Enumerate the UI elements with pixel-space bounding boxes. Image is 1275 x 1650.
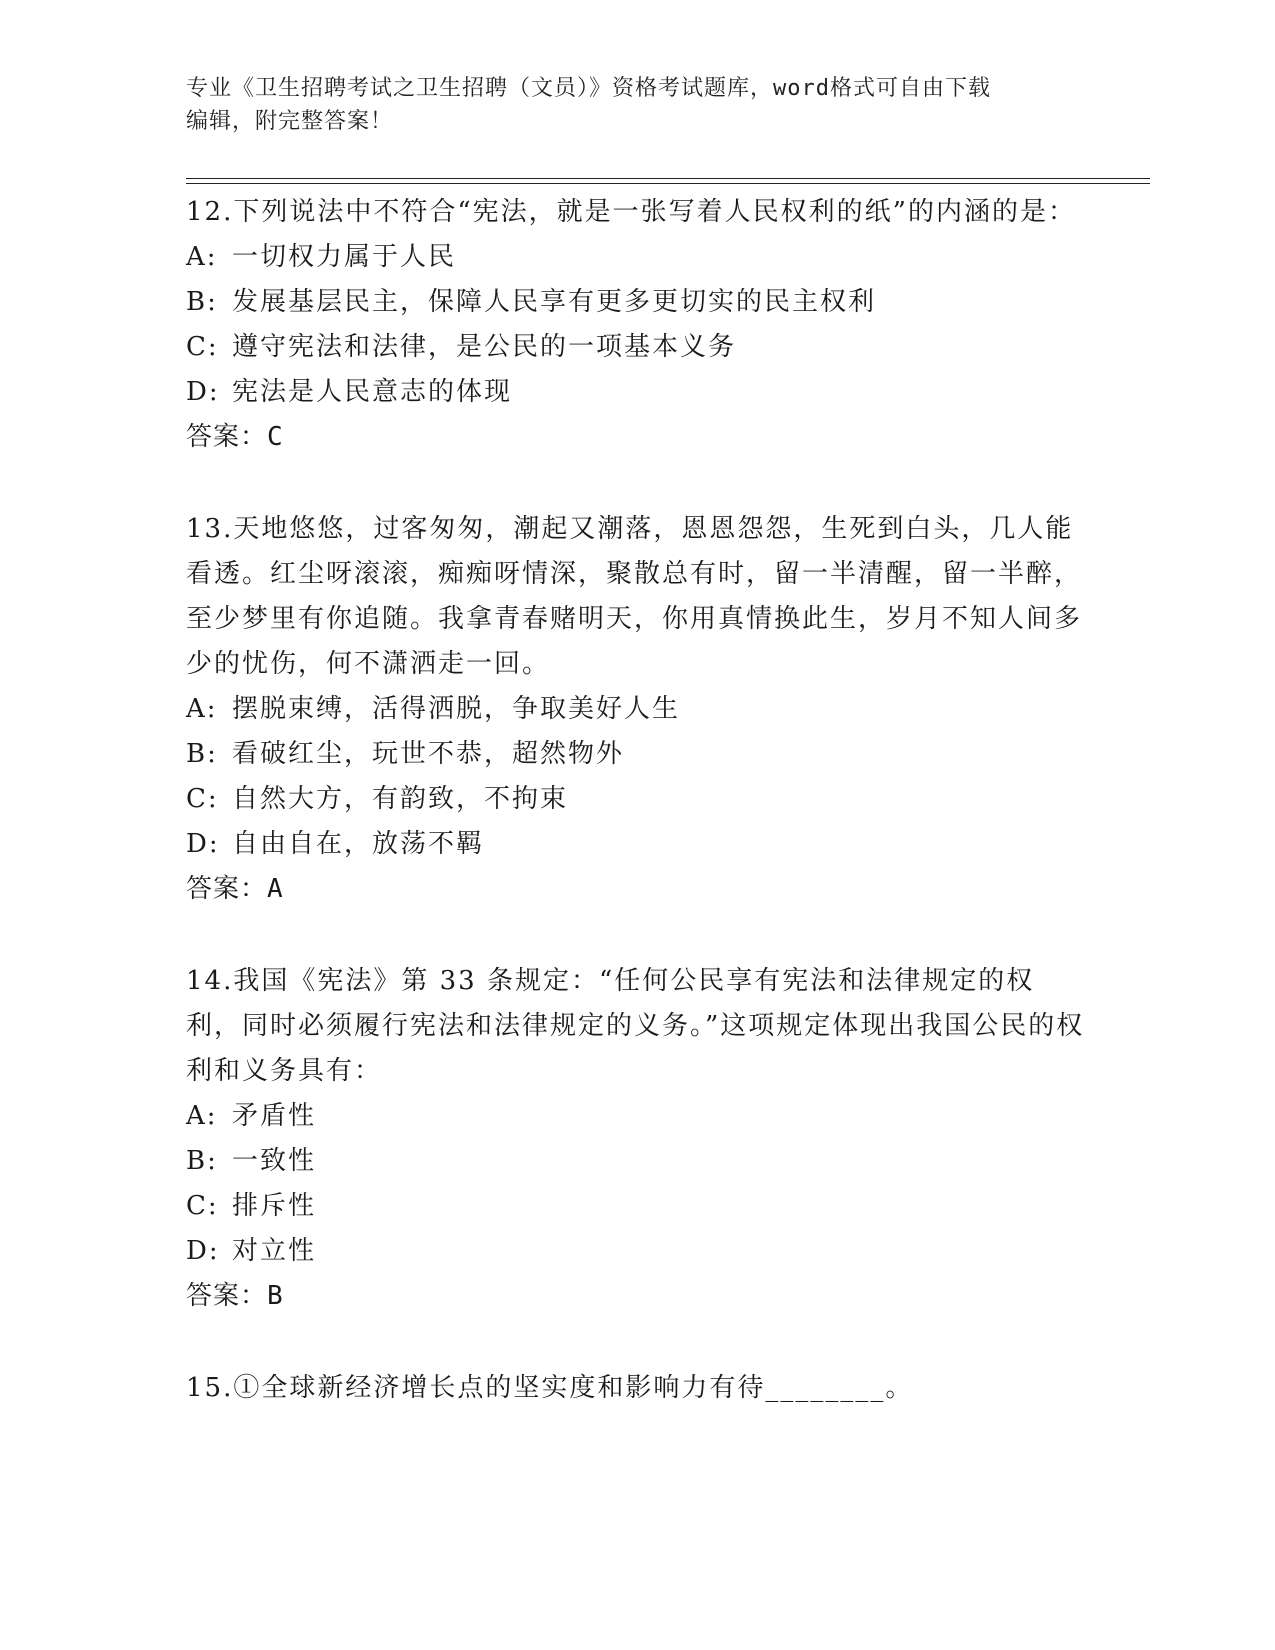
- answer-value: C: [267, 422, 284, 452]
- option-text: 宪法是人民意志的体现: [232, 377, 513, 407]
- question-number: 15.: [186, 1373, 234, 1403]
- option-key: C:: [186, 1191, 219, 1221]
- option-key: C:: [186, 332, 219, 362]
- answer-line: [186, 867, 1086, 912]
- option-text: 看破红尘，玩世不恭，超然物外: [232, 739, 625, 769]
- option-a: [186, 1094, 1086, 1139]
- answer-value: A: [267, 874, 284, 904]
- option-text: 排斥性: [232, 1191, 317, 1221]
- option-d: [186, 822, 1086, 867]
- option-key: C:: [186, 784, 219, 814]
- option-key: B:: [186, 1146, 218, 1176]
- option-b: [186, 732, 1086, 777]
- question-stem: [186, 507, 1086, 687]
- question-12: [186, 190, 1086, 460]
- option-text: 对立性: [232, 1236, 317, 1266]
- option-text: 一切权力属于人民: [232, 242, 457, 272]
- header-line-1: 专业《卫生招聘考试之卫生招聘（文员）》资格考试题库，word格式可自由下载: [186, 76, 991, 101]
- option-key: D:: [186, 829, 220, 859]
- option-d: [186, 1229, 1086, 1274]
- question-number: 14.: [186, 966, 234, 996]
- option-key: B:: [186, 739, 218, 769]
- option-b: [186, 280, 1086, 325]
- question-stem: [186, 959, 1086, 1094]
- question-text: ①全球新经济增长点的坚实度和影响力有待________。: [233, 1373, 914, 1403]
- document-header: [186, 72, 1066, 138]
- option-key: D:: [186, 377, 220, 407]
- option-d: [186, 370, 1086, 415]
- question-list: [186, 190, 1086, 1458]
- option-a: [186, 687, 1086, 732]
- header-line-2: 编辑，附完整答案！: [186, 109, 394, 134]
- answer-line: [186, 1274, 1086, 1319]
- question-text: 天地悠悠，过客匆匆，潮起又潮落，恩恩怨怨，生死到白头，几人能看透。红尘呀滚滚，痴痴呀情深，聚散总有时，留一半清醒，留一半醉，至少梦里有你追随。我拿青春赌明天，你用真情换此生，岁月不知人间多少的忧伤，何不潇洒走一回。: [186, 514, 1083, 679]
- question-text: 我国《宪法》第 33 条规定：“任何公民享有宪法和法律规定的权利，同时必须履行宪法和法律规定的义务。”这项规定体现出我国公民的权利和义务具有：: [186, 966, 1085, 1086]
- question-stem: [186, 190, 1086, 235]
- header-divider-top: [186, 178, 1150, 179]
- question-text: 下列说法中不符合“宪法，就是一张写着人民权利的纸”的内涵的是：: [233, 197, 1076, 227]
- answer-label: 答案：: [186, 422, 268, 452]
- answer-label: 答案：: [186, 1281, 268, 1311]
- option-a: [186, 235, 1086, 280]
- question-15: [186, 1366, 1086, 1411]
- option-key: D:: [186, 1236, 220, 1266]
- header-divider-bottom: [186, 183, 1150, 184]
- question-13: [186, 507, 1086, 912]
- question-number: 13.: [186, 514, 234, 544]
- option-text: 一致性: [232, 1146, 317, 1176]
- option-text: 自由自在，放荡不羁: [232, 829, 485, 859]
- option-text: 遵守宪法和法律，是公民的一项基本义务: [232, 332, 737, 362]
- answer-line: [186, 415, 1086, 460]
- option-text: 矛盾性: [232, 1101, 317, 1131]
- answer-label: 答案：: [186, 874, 268, 904]
- option-b: [186, 1139, 1086, 1184]
- option-key: A:: [186, 694, 218, 724]
- option-key: B:: [186, 287, 218, 317]
- option-key: A:: [186, 242, 218, 272]
- option-text: 摆脱束缚，活得洒脱，争取美好人生: [232, 694, 681, 724]
- option-text: 发展基层民主，保障人民享有更多更切实的民主权利: [232, 287, 877, 317]
- option-key: A:: [186, 1101, 218, 1131]
- answer-value: B: [267, 1281, 284, 1311]
- option-text: 自然大方，有韵致，不拘束: [232, 784, 569, 814]
- question-number: 12.: [186, 197, 234, 227]
- option-c: [186, 325, 1086, 370]
- option-c: [186, 1184, 1086, 1229]
- question-stem: [186, 1366, 1086, 1411]
- question-14: [186, 959, 1086, 1319]
- option-c: [186, 777, 1086, 822]
